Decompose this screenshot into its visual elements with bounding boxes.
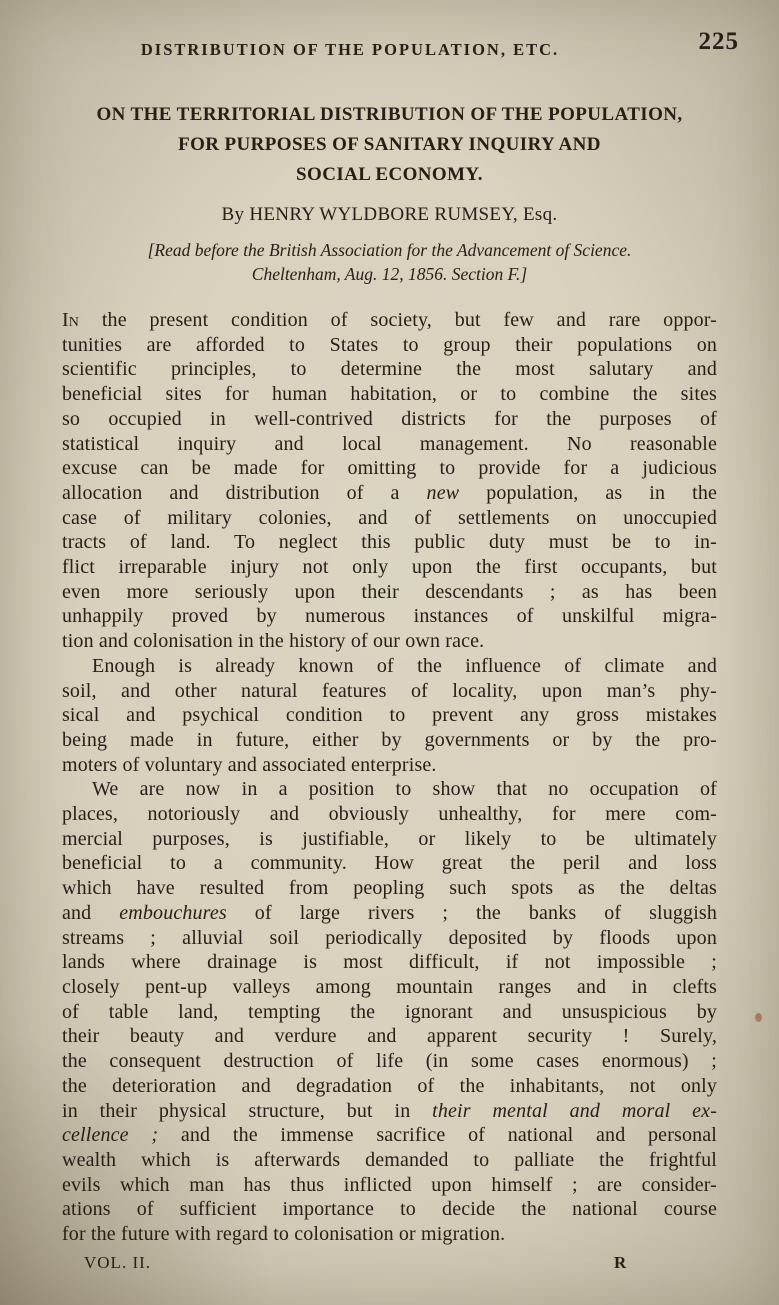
text-line: beneficial sites for human habitation, or to combine the sites xyxy=(62,383,717,406)
text-line: moters of voluntary and associated enterprise. xyxy=(62,753,437,776)
article-citation xyxy=(62,238,717,286)
text-line: unhappily proved by numerous instances of unskilful migra- xyxy=(62,605,717,628)
text-line: tracts of land. To neglect this public duty must be to in- xyxy=(62,531,717,554)
text-line: case of military colonies, and of settlements on unoccupied xyxy=(62,506,717,529)
text-line: closely pent-up valleys among mountain ranges and in clefts xyxy=(62,975,717,998)
text-line: which have resulted from peopling such spots as the deltas xyxy=(62,877,717,900)
text-line: places, notoriously and obviously unhealthy, for mere com- xyxy=(62,803,717,826)
text-line: statistical inquiry and local management. No reasonable xyxy=(62,432,717,455)
article xyxy=(62,100,717,1247)
text-line: allocation and distribution of a new population, as in the xyxy=(62,481,717,504)
article-body xyxy=(62,308,717,1247)
text-line: beneficial to a community. How great the peril and loss xyxy=(62,852,717,875)
running-header xyxy=(0,0,779,70)
text-line: and embouchures of large rivers ; the banks of sluggish xyxy=(62,901,718,924)
body-paragraph xyxy=(62,308,717,654)
text-line: tion and colonisation in the history of our own race. xyxy=(62,630,485,653)
body-paragraph xyxy=(62,654,717,778)
text-line: In the present condition of society, but few and rare oppor- xyxy=(62,309,717,331)
body-paragraph xyxy=(62,777,717,1246)
text-line: of table land, tempting the ignorant and unsuspicious by xyxy=(62,1000,717,1023)
text-line: in their physical structure, but in their mental and moral ex- xyxy=(62,1099,717,1122)
text-line: cellence ; and the immense sacrifice of national and personal xyxy=(62,1124,717,1147)
article-byline: By HENRY WYLDBORE RUMSEY, Esq. xyxy=(221,204,558,225)
article-title-line: FOR PURPOSES OF SANITARY INQUIRY AND xyxy=(178,134,601,155)
citation-line: [Read before the British Association for the Advancement of Science. xyxy=(147,240,632,260)
text-line: the consequent destruction of life (in some cases enormous) ; xyxy=(62,1050,717,1073)
text-line: Enough is already known of the influence of climate and xyxy=(92,654,717,677)
text-line: ations of sufficient importance to decide the national course xyxy=(62,1198,717,1221)
text-line: tunities are afforded to States to group their populations on xyxy=(62,333,717,356)
citation-line: Cheltenham, Aug. 12, 1856. Section F.] xyxy=(251,264,528,284)
text-line: so occupied in well-contrived districts for the purposes of xyxy=(62,407,717,430)
text-line: soil, and other natural features of locality, upon man’s phy- xyxy=(62,679,717,702)
text-line: being made in future, either by governments or by the pro- xyxy=(62,728,717,751)
article-title-line: SOCIAL ECONOMY. xyxy=(296,164,483,185)
volume-label: VOL. II. xyxy=(84,1253,152,1272)
running-header-title: DISTRIBUTION OF THE POPULATION, ETC. xyxy=(140,40,560,59)
text-line: the deterioration and degradation of the inhabitants, not only xyxy=(62,1074,717,1097)
page-number: 225 xyxy=(698,28,739,55)
text-line: their beauty and verdure and apparent security ! Surely, xyxy=(62,1025,717,1048)
text-line: flict irreparable injury not only upon the first occupants, but xyxy=(62,556,717,579)
text-line: We are now in a position to show that no occupation of xyxy=(92,778,717,801)
ink-speck xyxy=(755,1013,762,1022)
text-line: for the future with regard to colonisation or migration. xyxy=(62,1223,506,1246)
text-line: excuse can be made for omitting to provide for a judicious xyxy=(62,457,717,480)
text-line: wealth which is afterwards demanded to palliate the frightful xyxy=(62,1148,717,1171)
text-line: even more seriously upon their descendants ; as has been xyxy=(62,580,717,603)
text-line: evils which man has thus inflicted upon himself ; are consider- xyxy=(62,1173,717,1196)
text-line: sical and psychical condition to prevent any gross mistakes xyxy=(62,704,717,727)
article-title-line: ON THE TERRITORIAL DISTRIBUTION OF THE POPULATION, xyxy=(96,104,683,125)
text-line: mercial purposes, is justifiable, or likely to be ultimately xyxy=(62,827,717,850)
text-line: scientific principles, to determine the most salutary and xyxy=(62,358,717,381)
text-line: lands where drainage is most difficult, if not impossible ; xyxy=(62,951,717,974)
signature-mark: R xyxy=(614,1253,628,1272)
article-title xyxy=(62,100,717,190)
text-line: streams ; alluvial soil periodically deposited by floods upon xyxy=(62,926,717,949)
